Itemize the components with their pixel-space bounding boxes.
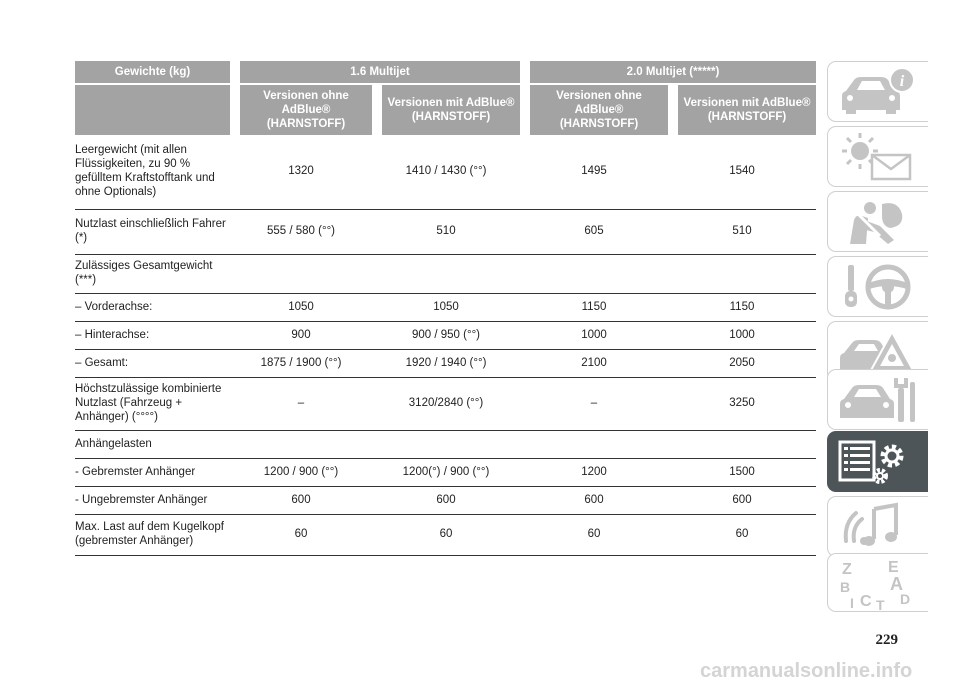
row-label: Zulässiges Gesamtgewicht (***) bbox=[75, 255, 230, 294]
table-cell: 600 bbox=[372, 487, 520, 515]
sub-header-empty bbox=[75, 85, 230, 135]
row-label: - Gebremster Anhänger bbox=[75, 459, 230, 487]
table-row bbox=[75, 255, 816, 294]
table-cell bbox=[372, 255, 520, 294]
warning-lights-message-icon bbox=[836, 131, 918, 183]
table-cell: 600 bbox=[668, 487, 816, 515]
table-cell bbox=[668, 255, 816, 294]
row-label: – Vorderachse: bbox=[75, 294, 230, 322]
technical-data-gear-icon bbox=[836, 436, 918, 488]
table-row bbox=[75, 294, 816, 322]
table-cell: 600 bbox=[520, 487, 668, 515]
table-cell: 1875 / 1900 (°°) bbox=[230, 350, 372, 378]
table-cell: 600 bbox=[230, 487, 372, 515]
row-label: Anhängelasten bbox=[75, 431, 230, 459]
table-cell: 510 bbox=[372, 210, 520, 255]
table-row bbox=[75, 515, 816, 556]
page-number: 229 bbox=[875, 632, 898, 648]
table-cell: 1000 bbox=[668, 322, 816, 350]
table-cell: 510 bbox=[668, 210, 816, 255]
svg-text:C: C bbox=[860, 593, 872, 610]
header-1-6-multijet: 1.6 Multijet bbox=[230, 61, 520, 85]
sub-header-4: Versionen mit AdBlue® (HARNSTOFF) bbox=[668, 85, 816, 135]
row-label: - Ungebremster Anhänger bbox=[75, 487, 230, 515]
table-cell: 1920 / 1940 (°°) bbox=[372, 350, 520, 378]
nav-tab-multimedia[interactable] bbox=[827, 496, 928, 557]
table-cell: 900 / 950 (°°) bbox=[372, 322, 520, 350]
row-label: – Gesamt: bbox=[75, 350, 230, 378]
table-cell bbox=[372, 431, 520, 459]
table-cell: 1050 bbox=[372, 294, 520, 322]
nav-tab-car-info[interactable] bbox=[827, 61, 928, 122]
table-cell: 1200 / 900 (°°) bbox=[230, 459, 372, 487]
table-cell: 1000 bbox=[520, 322, 668, 350]
table-cell: 60 bbox=[372, 515, 520, 556]
table-row bbox=[75, 210, 816, 255]
table-cell: 1200(°) / 900 (°°) bbox=[372, 459, 520, 487]
table-cell: 3120/2840 (°°) bbox=[372, 378, 520, 431]
table-row bbox=[75, 431, 816, 459]
table-cell bbox=[230, 431, 372, 459]
table-cell: 2050 bbox=[668, 350, 816, 378]
row-label: – Hinterachse: bbox=[75, 322, 230, 350]
table-cell: 1320 bbox=[230, 135, 372, 210]
alphabetical-index-icon bbox=[836, 558, 918, 610]
table-cell: – bbox=[230, 378, 372, 431]
table-cell: 60 bbox=[520, 515, 668, 556]
svg-text:I: I bbox=[850, 595, 854, 610]
nav-tab-warning-lights[interactable] bbox=[827, 126, 928, 187]
table-cell: 555 / 580 (°°) bbox=[230, 210, 372, 255]
row-label: Höchstzulässige kombinierte Nutzlast (Fahrzeug + Anhänger) (°°°°) bbox=[75, 378, 230, 431]
nav-tab-technical-data[interactable] bbox=[827, 431, 928, 492]
table-row bbox=[75, 322, 816, 350]
table-cell: 1410 / 1430 (°°) bbox=[372, 135, 520, 210]
row-label: Nutzlast einschließlich Fahrer (*) bbox=[75, 210, 230, 255]
group-header-row bbox=[75, 61, 816, 85]
table-row bbox=[75, 378, 816, 431]
svg-text:B: B bbox=[840, 579, 851, 595]
sub-header-1: Versionen ohne AdBlue® (HARNSTOFF) bbox=[230, 85, 372, 135]
svg-text:T: T bbox=[876, 597, 885, 610]
car-info-icon bbox=[836, 66, 918, 118]
row-label: Max. Last auf dem Kugelkopf (gebremster Anhänger) bbox=[75, 515, 230, 556]
table-cell: 3250 bbox=[668, 378, 816, 431]
svg-text:E: E bbox=[888, 559, 899, 576]
table-row bbox=[75, 350, 816, 378]
table-row bbox=[75, 459, 816, 487]
table-cell: 1540 bbox=[668, 135, 816, 210]
sub-header-3: Versionen ohne AdBlue® (HARNSTOFF) bbox=[520, 85, 668, 135]
table-row bbox=[75, 487, 816, 515]
key-steering-wheel-icon bbox=[836, 261, 918, 313]
airbag-seat-icon bbox=[836, 196, 918, 248]
svg-text:Z: Z bbox=[842, 561, 852, 578]
table-cell: 1200 bbox=[520, 459, 668, 487]
nav-tab-safety[interactable] bbox=[827, 191, 928, 252]
multimedia-music-icon bbox=[836, 501, 918, 553]
table-cell bbox=[520, 255, 668, 294]
table-cell: 60 bbox=[230, 515, 372, 556]
table-cell: 1500 bbox=[668, 459, 816, 487]
nav-tab-index[interactable] bbox=[827, 553, 928, 612]
table-row bbox=[75, 135, 816, 210]
table-cell bbox=[668, 431, 816, 459]
watermark: carmanualsonline.info bbox=[700, 660, 913, 682]
nav-tab-starting-driving[interactable] bbox=[827, 256, 928, 317]
svg-text:A: A bbox=[890, 574, 903, 594]
table-cell: 60 bbox=[668, 515, 816, 556]
table-cell: 1050 bbox=[230, 294, 372, 322]
sub-header-2: Versionen mit AdBlue® (HARNSTOFF) bbox=[372, 85, 520, 135]
table-cell: 900 bbox=[230, 322, 372, 350]
weights-table bbox=[75, 61, 816, 556]
table-cell: 1150 bbox=[668, 294, 816, 322]
sub-header-row bbox=[75, 85, 816, 135]
table-cell: 1150 bbox=[520, 294, 668, 322]
car-service-tools-icon bbox=[836, 374, 918, 426]
table-cell bbox=[520, 431, 668, 459]
svg-text:i: i bbox=[899, 73, 905, 90]
table-cell: – bbox=[520, 378, 668, 431]
row-label: Leergewicht (mit allen Flüssigkeiten, zu 90 % gefülltem Kraftstofftank und ohne Optionals) bbox=[75, 135, 230, 210]
nav-tab-maintenance[interactable] bbox=[827, 369, 928, 430]
table-cell: 2100 bbox=[520, 350, 668, 378]
table-cell: 1495 bbox=[520, 135, 668, 210]
header-weights: Gewichte (kg) bbox=[75, 61, 230, 85]
table-cell bbox=[230, 255, 372, 294]
table-cell: 605 bbox=[520, 210, 668, 255]
header-2-0-multijet: 2.0 Multijet (*****) bbox=[520, 61, 816, 85]
svg-text:D: D bbox=[900, 591, 911, 607]
